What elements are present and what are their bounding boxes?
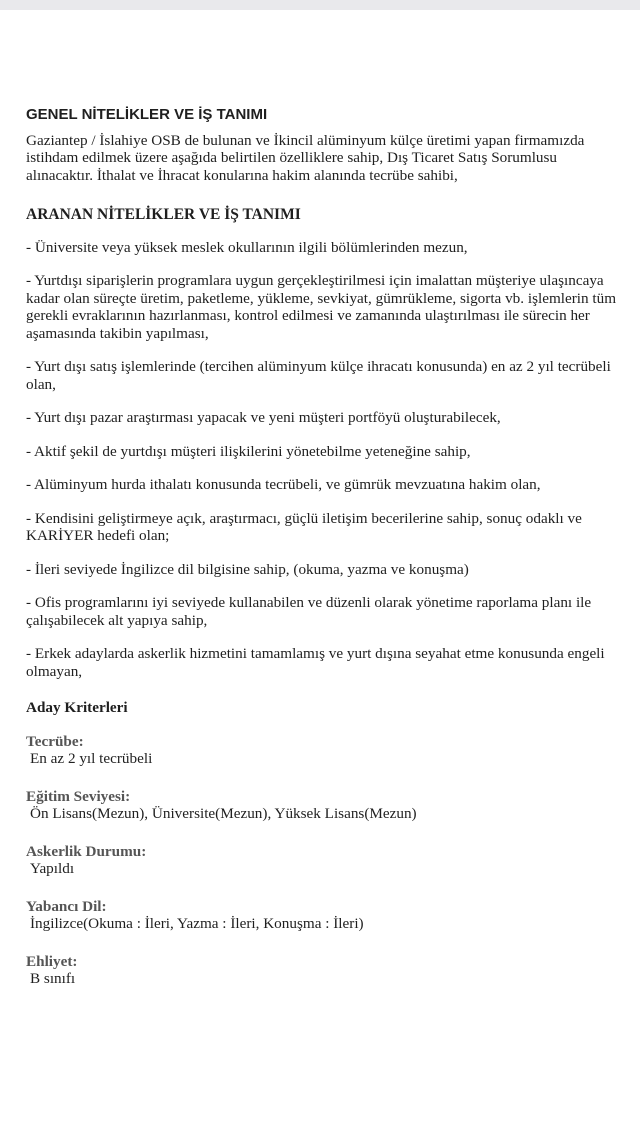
- criteria-value-military: Yapıldı: [30, 860, 75, 877]
- requirement-item: - Alüminyum hurda ithalatı konusunda tecrübeli, ve gümrük mevzuatına hakim olan,: [26, 476, 541, 493]
- criteria-label-education: Eğitim Seviyesi:: [26, 787, 131, 805]
- requirement-item: - İleri seviyede İngilizce dil bilgisine sahip, (okuma, yazma ve konuşma): [26, 560, 469, 578]
- requirement-item: - Yurt dışı pazar araştırması yapacak ve yeni müşteri portföyü oluşturabilecek,: [26, 409, 501, 426]
- criteria-label-experience: Tecrübe:: [26, 732, 84, 750]
- intro-paragraph: Gaziantep / İslahiye OSB de bulunan ve İkincil alüminyum külçe üretimi yapan firmamızda istihdam edilmek üzere aşağıda belirtilen özelliklere sahip, Dış Ticaret Satış Sorumlusu alınacaktır. İthalat ve İhracat konularına hakim alanında tecrübe sahibi,: [26, 131, 585, 184]
- criteria-label-military: Askerlik Durumu:: [26, 842, 147, 860]
- requirement-item: - Üniversite veya yüksek meslek okullarının ilgili bölümlerinden mezun,: [26, 238, 468, 256]
- requirement-item: - Aktif şekil de yurtdışı müşteri ilişkilerini yönetebilme yeteneğine sahip,: [26, 442, 471, 460]
- requirement-item: - Erkek adaylarda askerlik hizmetini tamamlamış ve yurt dışına seyahat etme konusunda engeli olmayan,: [26, 645, 605, 680]
- criteria-value-license: B sınıfı: [30, 970, 76, 987]
- criteria-value-language: İngilizce(Okuma : İleri, Yazma : İleri, Konuşma : İleri): [30, 915, 364, 932]
- job-posting-document: [26, 106, 626, 988]
- required-qualifications-heading: ARANAN NİTELİKLER VE İŞ TANIMI: [26, 206, 301, 223]
- candidate-criteria-heading: Aday Kriterleri: [26, 699, 128, 716]
- requirement-item: - Yurtdışı siparişlerin programlara uygun gerçekleştirilmesi için imalattan müşteriye ulaşıncaya kadar olan süreçte üretim, paketleme, yükleme, sevkiyat, gümrükleme, sigorta vb. işlemlerin tüm gerekli evraklarının hazırlanması, kontrol edilmesi ve zamanında ulaştırılması ile sürecin her aşamasında takibin yapılması,: [26, 272, 617, 342]
- criteria-label-language: Yabancı Dil:: [26, 897, 107, 915]
- requirement-item: - Yurt dışı satış işlemlerinde (tercihen alüminyum külçe ihracatı konusunda) en az 2 yıl tecrübeli olan,: [26, 358, 611, 393]
- criteria-label-license: Ehliyet:: [26, 952, 78, 970]
- general-qualifications-heading: GENEL NİTELİKLER VE İŞ TANIMI: [26, 106, 268, 123]
- criteria-value-education: Ön Lisans(Mezun), Üniversite(Mezun), Yüksek Lisans(Mezun): [30, 805, 417, 822]
- requirement-item: - Ofis programlarını iyi seviyede kullanabilen ve düzenli olarak yönetime raporlama planı ile çalışabilecek alt yapıya sahip,: [26, 594, 592, 629]
- top-status-strip: [0, 0, 640, 10]
- requirement-item: - Kendisini geliştirmeye açık, araştırmacı, güçlü iletişim becerilerine sahip, sonuç odaklı ve KARİYER hedefi olan;: [26, 509, 582, 544]
- criteria-value-experience: En az 2 yıl tecrübeli: [30, 750, 153, 767]
